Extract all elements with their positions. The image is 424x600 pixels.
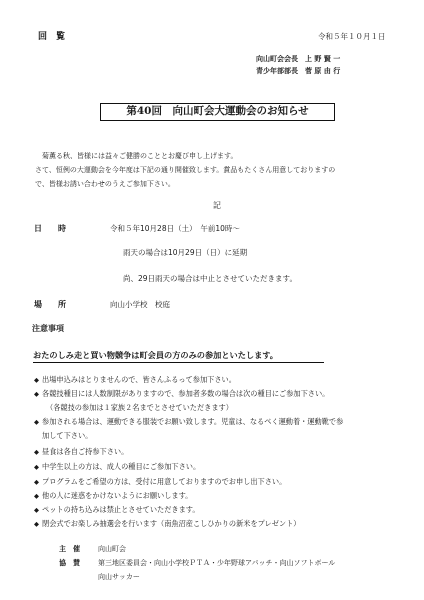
bullet-mark: ◆ bbox=[34, 390, 39, 398]
bullet-item: ◆ プログラムをご希望の方は、受付に用意しておりますのでお申し出下さい。 bbox=[34, 477, 287, 486]
organizer-label: 主 催 bbox=[59, 545, 80, 553]
cooperation-line-2: 向山サッカー bbox=[98, 573, 140, 581]
cooperation-label: 協 賛 bbox=[59, 559, 80, 567]
bullet-item: ◆ 出場申込みはとりませんので、皆さんふるって参加下さい。 bbox=[34, 375, 236, 384]
bullet-item: ◆ 参加される場合は、運動できる服装でお願い致します。児童は、なるべく運動着・運動靴で参 bbox=[34, 417, 344, 426]
schedule-label: 日 時 bbox=[34, 224, 66, 233]
cooperation-line-1: 第三地区委員会・向山小学校ＰＴＡ・少年野球アパッチ・向山ソフトボール bbox=[98, 559, 336, 567]
bullet-item: ◆ 昼食は各自ご持参下さい。 bbox=[34, 447, 129, 456]
greeting-line-2: さて、恒例の大運動会を今年度は下記の通り開催致します。賞品もたくさん用意しておりますの bbox=[35, 166, 336, 174]
sender-chairman: 向山町会会長 上 野 賢 一 bbox=[256, 55, 341, 63]
bullet-mark: ◆ bbox=[34, 463, 39, 471]
bullet-continuation: （各競技の参加は１家族２名までとさせていただきます） bbox=[46, 403, 233, 412]
issue-date: 令和５年１０月１日 bbox=[318, 32, 386, 41]
schedule-value: 令和５年10月28日（土） 午前10時～ bbox=[110, 224, 240, 233]
bullet-item: ◆ 各競技種目には人数制限がありますので、参加者多数の場合は次の種目にご参加下さい。 bbox=[34, 389, 330, 398]
page-title: 第40回 向山町会大運動会のお知らせ bbox=[126, 105, 309, 117]
notes-heading: 注意事項 bbox=[32, 324, 64, 333]
bullet-mark: ◆ bbox=[34, 506, 39, 514]
bullet-mark: ◆ bbox=[34, 492, 39, 500]
bullet-mark: ◆ bbox=[34, 478, 39, 486]
bullet-item: ◆ 中学生以上の方は、成人の種目にご参加下さい。 bbox=[34, 462, 201, 471]
bullet-item: ◆ 閉会式でお楽しみ抽選会を行います（南魚沼産こしひかりの新米をプレゼント） bbox=[34, 519, 301, 528]
greeting-line-3: で、皆様お誘い合わせのうえご参加下さい。 bbox=[35, 180, 175, 188]
ki-mark: 記 bbox=[213, 201, 221, 210]
highlight-underline bbox=[33, 362, 324, 363]
bullet-continuation: 加して下さい。 bbox=[42, 431, 93, 440]
title-box bbox=[100, 103, 335, 121]
circulation-label: 回 覧 bbox=[38, 32, 66, 42]
bullet-item: ◆ ペットの持ち込みは禁止とさせていただきます。 bbox=[34, 505, 200, 514]
bullet-item: ◆ 他の人に迷惑をかけないようにお願いします。 bbox=[34, 491, 193, 500]
bullet-mark: ◆ bbox=[34, 418, 39, 426]
rain-postpone-note: 雨天の場合は10月29日（日）に延期 bbox=[123, 248, 248, 257]
notes-highlight: おたのしみ走と買い物競争は町会員の方のみの参加といたします。 bbox=[33, 350, 278, 360]
venue-value: 向山小学校 校庭 bbox=[110, 300, 170, 309]
organizer-value: 向山町会 bbox=[98, 545, 126, 553]
rain-cancel-note: 尚、29日雨天の場合は中止とさせていただきます。 bbox=[123, 274, 297, 283]
bullet-mark: ◆ bbox=[34, 520, 39, 528]
bullet-mark: ◆ bbox=[34, 376, 39, 384]
bullet-mark: ◆ bbox=[34, 448, 39, 456]
sender-youth-director: 青少年部部長 菅 原 由 行 bbox=[256, 67, 341, 75]
greeting-line-1: 菊薫る秋、皆様には益々ご健勝のこととお慶び申し上げます。 bbox=[42, 152, 238, 160]
venue-label: 場 所 bbox=[34, 300, 66, 309]
